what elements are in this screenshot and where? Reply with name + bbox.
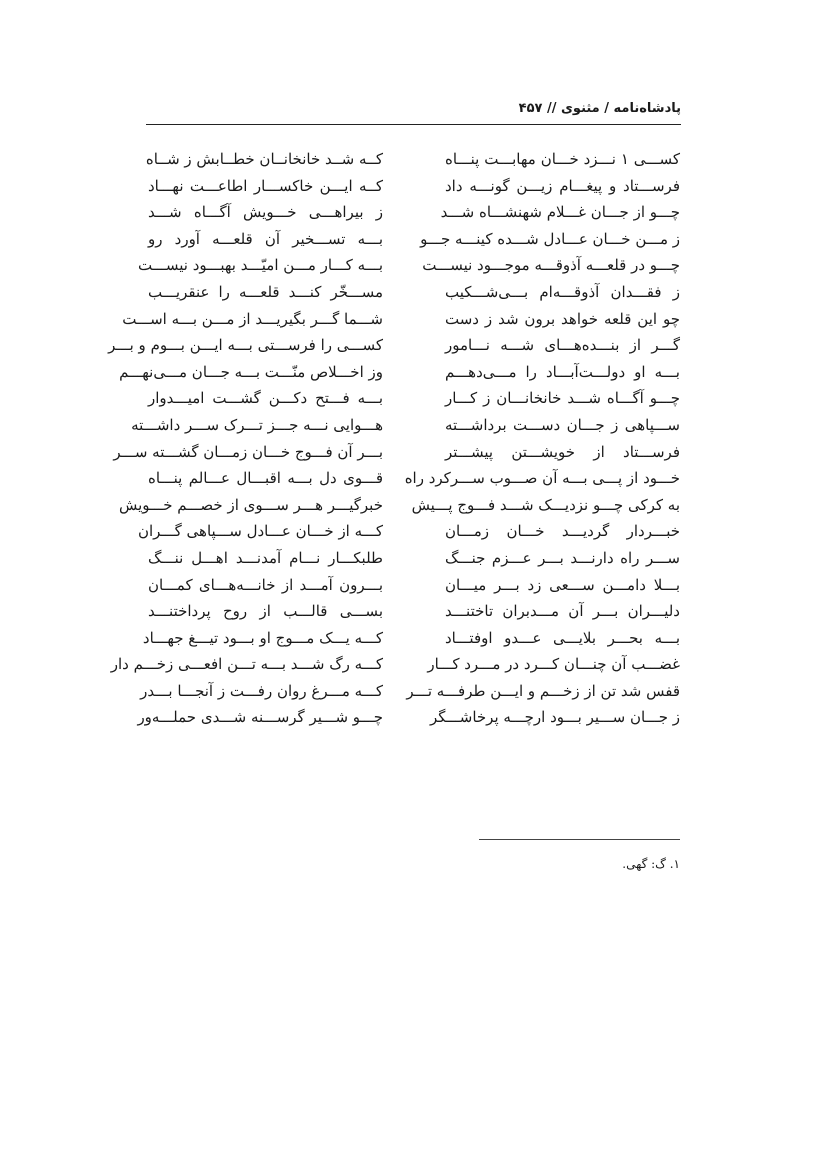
first-hemistich: بـــلا دامـــن ســـعی زد بـــر میـــان	[445, 575, 680, 594]
couplet	[140, 678, 680, 705]
second-hemistich: چـــو شـــیر گرســـنه شـــدی حملـــه‌ور	[137, 708, 383, 727]
second-hemistich: خبرگیـــر هـــر ســـوی از خصـــم خـــویش	[118, 495, 383, 514]
couplet	[145, 146, 680, 173]
second-hemistich: بـــه فـــتح دکـــن گشـــت امیـــدوار	[148, 389, 383, 408]
first-hemistich: ز فقـــدان آذوقـــه‌ام بـــی‌شـــکیب	[445, 282, 680, 301]
couplet	[150, 226, 680, 253]
first-hemistich: بـــه بحـــر بلایـــی عـــدو اوفتـــاد	[445, 628, 680, 647]
poem-body	[108, 146, 680, 731]
couplet	[150, 545, 680, 572]
first-hemistich: خـــود از پـــی بـــه آن صـــوب ســـرکرد راه	[404, 469, 680, 488]
first-hemistich: بـــه او دولـــت‌آبـــاد را مـــی‌دهـــم	[445, 362, 680, 381]
first-hemistich: چو این قلعه خواهد برون شد ز دست	[445, 309, 680, 328]
first-hemistich: ســـپاهی ز جـــان دســـت برداشـــته	[445, 415, 680, 434]
couplet	[150, 385, 680, 412]
second-hemistich: بـــر آن فـــوج خـــان زمـــان گشـــته ســـر	[113, 442, 383, 461]
second-hemistich: کـــه یـــک مـــوج او بـــود تیـــغ جهـــاد	[142, 628, 383, 647]
second-hemistich: ز بیراهـــی خـــویش آگـــاه شـــد	[148, 203, 383, 222]
couplet	[137, 252, 680, 279]
couplet	[150, 465, 680, 492]
first-hemistich: کســـی ۱ نـــزد خـــان مهابـــت پنـــاه	[445, 150, 680, 168]
first-hemistich: چـــو در قلعـــه آذوقـــه موجـــود نیســـت	[422, 256, 680, 275]
couplet	[118, 492, 680, 519]
second-hemistich: بســـی قالـــب از روح پرداختنـــد	[148, 602, 383, 621]
second-hemistich: کـــه رگ شـــد بـــه تـــن افعـــی زخـــم دار	[110, 655, 383, 674]
second-hemistich: مســـخّر کنـــد قلعـــه را عنقریـــب	[148, 282, 383, 301]
second-hemistich: کـــه مـــرغ روان رفـــت ز آنجـــا بـــدر	[140, 681, 383, 700]
running-title: پادشاه‌نامه / مثنوی // ۴۵۷	[518, 101, 681, 116]
first-hemistich: گـــر از بنـــده‌هـــای شـــه نـــامور	[445, 336, 680, 355]
first-hemistich: خبـــردار گردیـــد خـــان زمـــان	[445, 522, 680, 541]
first-hemistich: دلیـــران بـــر آن مـــدبران تاختنـــد	[445, 602, 680, 621]
second-hemistich: طلبکـــار نـــام آمدنـــد اهـــل ننـــگ	[148, 548, 383, 567]
first-hemistich: ســـر راه دارنـــد بـــر عـــزم جنـــگ	[445, 548, 680, 567]
couplet	[131, 412, 680, 439]
first-hemistich: ز مـــن خـــان عـــادل شـــده کینـــه جـــو	[420, 229, 680, 248]
header-rule	[146, 124, 681, 125]
second-hemistich: بـــه کـــار مـــن امیّـــد بهبـــود نیســـت	[137, 256, 383, 275]
second-hemistich: هـــوایی نـــه جـــز تـــرک ســـر داشـــته	[131, 415, 383, 434]
couplet	[150, 572, 680, 599]
couplet	[113, 439, 680, 466]
first-hemistich: به کرکی چـــو نزدیـــک شـــد فـــوج پـــیش	[411, 495, 680, 514]
couplet	[137, 704, 680, 731]
page-header	[146, 101, 681, 125]
second-hemistich: کســـی را فرســـتی بـــه ایـــن بـــوم و بـــر	[108, 336, 383, 355]
couplet	[108, 332, 680, 359]
couplet	[122, 306, 680, 333]
second-hemistich: بـــه تســـخیر آن قلعـــه آورد رو	[148, 229, 383, 248]
first-hemistich: ز جـــان ســـیر بـــود ارچـــه پرخاشـــگر	[430, 708, 680, 727]
second-hemistich: کـــه از خـــان عـــادل ســـپاهی گـــران	[138, 522, 383, 541]
couplet	[142, 625, 680, 652]
second-hemistich: قـــوی دل بـــه اقبـــال عـــالم پنـــاه	[148, 469, 383, 488]
couplet	[119, 359, 680, 386]
second-hemistich: وز اخـــلاص منّـــت بـــه جـــان مـــی‌نهـــم	[119, 362, 383, 381]
couplet	[138, 518, 680, 545]
couplet	[150, 279, 680, 306]
first-hemistich: غضـــب آن چنـــان کـــرد در مـــرد کـــار	[427, 655, 680, 674]
second-hemistich: کــه ایـــن خاکســـار اطاعـــت نهـــاد	[148, 176, 383, 195]
footnote: ۱. گ: گهی.	[622, 857, 680, 871]
first-hemistich: چـــو آگـــاه شـــد خانخانـــان ز کـــار	[445, 389, 680, 408]
second-hemistich: کــه شــد خانخانــان خطــابش ز شــاه	[145, 150, 383, 168]
couplet	[150, 173, 680, 200]
first-hemistich: فرســـتاد از خویشـــتن پیشـــتر	[445, 442, 680, 461]
footnote-rule	[479, 839, 680, 840]
second-hemistich: شـــما گـــر بگیریـــد از مـــن بـــه اســـت	[122, 309, 383, 328]
second-hemistich: بـــرون آمـــد از خانـــه‌هـــای کمـــان	[148, 575, 383, 594]
first-hemistich: چـــو از جـــان غـــلام شهنشـــاه شـــد	[440, 203, 680, 222]
first-hemistich: قفس شد تن از زخـــم و ایـــن طرفـــه تـــر	[406, 681, 680, 700]
couplet	[150, 598, 680, 625]
couplet	[110, 651, 680, 678]
couplet	[150, 199, 680, 226]
first-hemistich: فرســـتاد و پیغـــام زیـــن گونـــه داد	[445, 176, 680, 195]
